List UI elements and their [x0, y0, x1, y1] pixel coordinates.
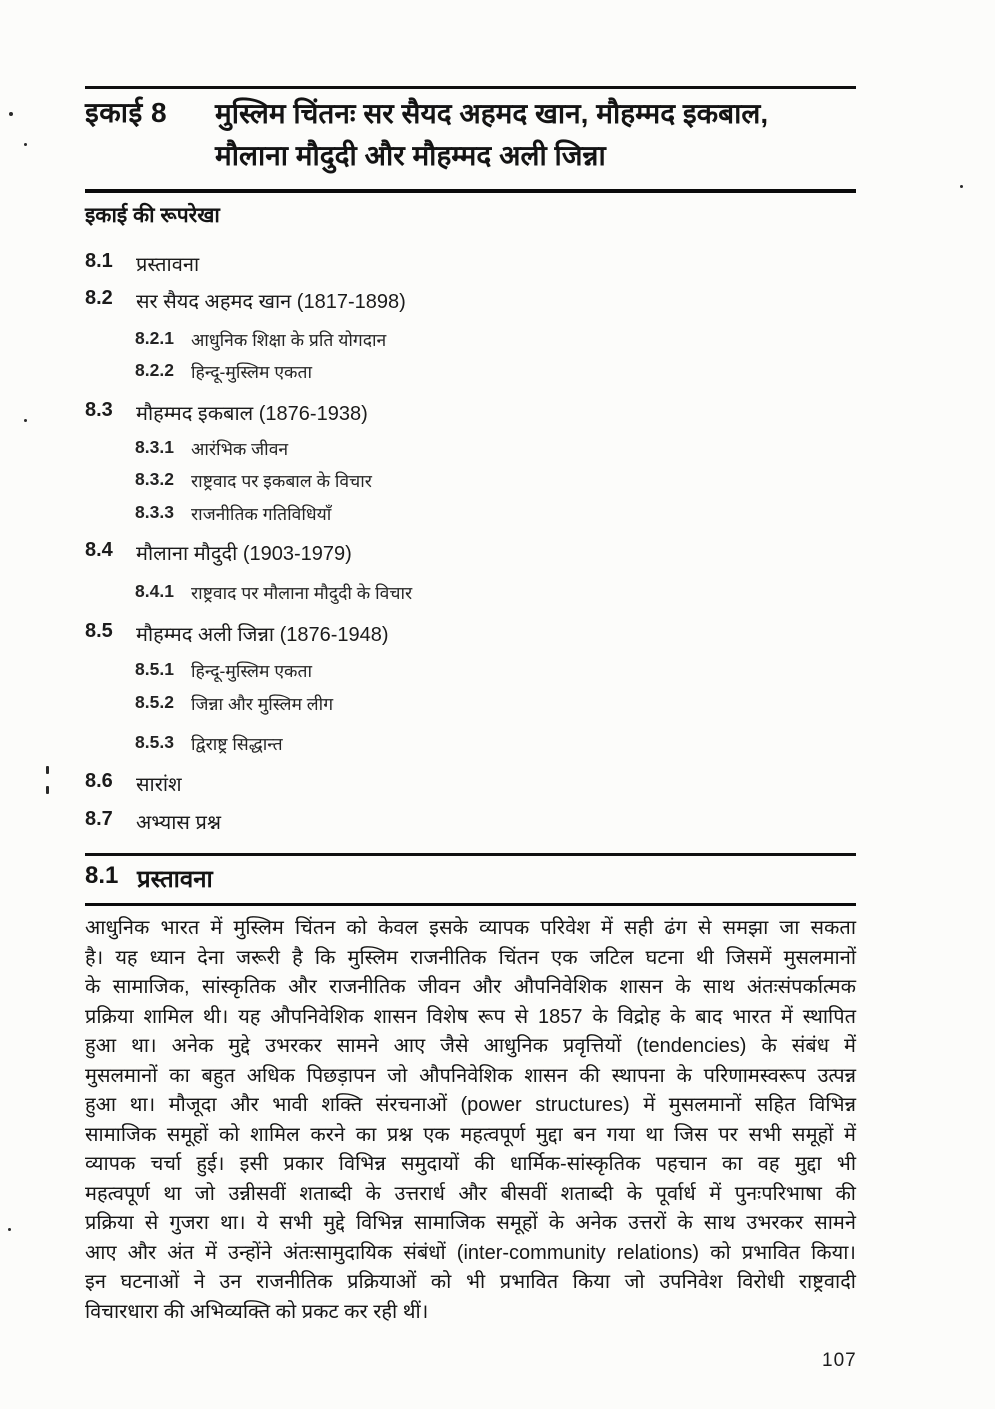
outline-item-8-3-2: [135, 469, 372, 493]
outline-item-label: हिन्दू-मुस्लिम एकता: [191, 362, 312, 382]
scan-speckle: [46, 786, 49, 794]
outline-item-number: 8.3: [85, 399, 113, 421]
paragraph-line: आए और अंत में उन्होंने अंतःसामुदायिक संबंधों (inter-community relations) को प्रभावित किया।: [85, 1241, 856, 1264]
outline-item-label: जिन्ना और मुस्लिम लीग: [191, 694, 334, 714]
outline-item-8-5: [85, 620, 389, 647]
outline-item-number: 8.1: [85, 250, 113, 272]
section-number: 8.1: [85, 862, 119, 889]
page-number: 107: [822, 1350, 857, 1371]
paragraph-line: हुआ था। मौजूदा और भावी शक्ति संरचनाओं (power structures) में मुसलमानों सहित विभिन्न: [85, 1094, 856, 1116]
outline-item-8-2: [85, 287, 406, 314]
outline-item-label: मौहम्मद इकबाल (1876-1938): [136, 403, 368, 425]
outline-item-label: सारांश: [136, 774, 182, 796]
paragraph-line: प्रक्रिया शामिल थी। यह औपनिवेशिक शासन विशेष रूप से 1857 के विद्रोह के बाद भारत में स्थापित: [85, 1005, 856, 1028]
outline-item-number: 8.7: [85, 808, 113, 830]
scan-speckle: [46, 766, 49, 774]
section-heading-8-1: [85, 853, 856, 906]
outline-heading: इकाई की रूपरेखा: [85, 204, 220, 227]
outline-item-label: अभ्यास प्रश्न: [136, 812, 221, 834]
paragraph-line: मुसलमानों का बहुत अधिक पिछड़ापन जो औपनिवेशिक शासन की स्थापना के परिणामस्वरूप उत्पन्न: [85, 1064, 856, 1087]
outline-item-number: 8.2: [85, 287, 113, 309]
outline-item-label: आरंभिक जीवन: [191, 439, 289, 459]
outline-item-label: द्विराष्ट्र सिद्धान्त: [191, 734, 283, 754]
outline-item-8-4-1: [135, 581, 412, 605]
outline-item-8-5-3: [135, 732, 283, 756]
scan-speckle: [8, 1228, 11, 1231]
outline-item-8-3-1: [135, 437, 288, 461]
outline-item-number: 8.6: [85, 770, 113, 792]
section-title: प्रस्तावना: [137, 866, 213, 893]
outline-item-8-1: [85, 250, 199, 277]
paragraph-line: इन घटनाओं ने उन राजनीतिक प्रक्रियाओं को भी प्रभावित किया जो उपनिवेश विरोधी राष्ट्रवादी: [85, 1271, 856, 1293]
outline-item-number: 8.3.1: [135, 437, 174, 457]
outline-item-label: सर सैयद अहमद खान (1817-1898): [136, 291, 406, 313]
unit-title-line-2: मौलाना मौदुदी और मौहम्मद अली जिन्ना: [215, 140, 606, 171]
paragraph-line: के सामाजिक, सांस्कृतिक और राजनीतिक जीवन और औपनिवेशिक शासन के साथ अंतःसंपर्कात्मक: [85, 976, 856, 998]
outline-item-number: 8.2.2: [135, 360, 174, 380]
unit-title: [215, 93, 856, 177]
outline-item-8-4: [85, 539, 352, 566]
outline-item-number: 8.4.1: [135, 581, 174, 601]
paragraph-line: है। यह ध्यान देना जरूरी है कि मुस्लिम राजनीतिक चिंतन एक जटिल घटना थी जिसमें मुसलमानों: [85, 946, 856, 969]
scan-speckle: [960, 185, 963, 188]
outline-item-number: 8.5.3: [135, 732, 174, 752]
outline-item-label: हिन्दू-मुस्लिम एकता: [191, 661, 312, 681]
outline-item-8-6: [85, 770, 182, 797]
outline-item-label: मौहम्मद अली जिन्ना (1876-1948): [136, 624, 389, 646]
outline-item-number: 8.5.1: [135, 659, 174, 679]
outline-item-8-3: [85, 399, 368, 426]
paragraph-line: हुआ था। अनेक मुद्दे उभरकर सामने आए जैसे आधुनिक प्रवृत्तियों (tendencies) के संबंध में: [85, 1035, 856, 1057]
outline-item-label: राजनीतिक गतिविधियाँ: [191, 504, 332, 524]
paragraph-line: आधुनिक भारत में मुस्लिम चिंतन को केवल इसके व्यापक परिवेश में सही ढंग से समझा जा सकता: [85, 917, 856, 939]
paragraph-line: व्यापक चर्चा हुई। इसी प्रकार विभिन्न समुदायों की धार्मिक-सांस्कृतिक पहचान का वह मुद्दा भी: [85, 1153, 856, 1175]
unit-title-line-1: मुस्लिम चिंतनः सर सैयद अहमद खान, मौहम्मद इकबाल,: [215, 98, 769, 129]
outline-item-number: 8.2.1: [135, 328, 174, 348]
paragraph-line: सामाजिक समूहों को शामिल करने का प्रश्न एक महत्वपूर्ण मुद्दा बन गया था जिस पर सभी समूहों में: [85, 1123, 856, 1146]
outline-item-label: राष्ट्रवाद पर इकबाल के विचार: [191, 471, 372, 491]
outline-item-8-2-1: [135, 328, 386, 352]
outline-item-label: राष्ट्रवाद पर मौलाना मौदुदी के विचार: [191, 583, 413, 603]
outline-item-8-3-3: [135, 502, 331, 526]
outline-item-8-7: [85, 808, 221, 835]
outline-item-number: 8.3.3: [135, 502, 174, 522]
paragraph-line: प्रक्रिया से गुजरा था। ये सभी मुद्दे विभिन्न सामाजिक समूहों के अनेक उत्तरों के साथ उभरकर सामने: [85, 1212, 856, 1234]
paragraph-line: विचारधारा की अभिव्यक्ति को प्रकट कर रही थीं।: [85, 1300, 429, 1323]
paragraph-line: महत्वपूर्ण था जो उन्नीसवीं शताब्दी के उत्तरार्ध और बीसवीं शताब्दी के पूर्वार्ध में पुनःपरिभाषा की: [85, 1182, 856, 1205]
scan-speckle: [9, 112, 13, 116]
outline-item-label: प्रस्तावना: [136, 254, 200, 276]
outline-item-number: 8.3.2: [135, 469, 174, 489]
unit-title-block: [85, 86, 856, 193]
outline-item-8-2-2: [135, 360, 312, 384]
scan-speckle: [24, 419, 27, 422]
outline-item-label: आधुनिक शिक्षा के प्रति योगदान: [191, 330, 387, 350]
outline-item-number: 8.5.2: [135, 692, 174, 712]
outline-item-number: 8.4: [85, 539, 113, 561]
unit-number-label: इकाई 8: [85, 97, 168, 128]
intro-paragraph: [85, 914, 856, 1327]
outline-item-label: मौलाना मौदुदी (1903-1979): [136, 543, 352, 565]
outline-item-8-5-2: [135, 692, 333, 716]
outline-item-number: 8.5: [85, 620, 113, 642]
scan-speckle: [24, 143, 27, 146]
outline-item-8-5-1: [135, 659, 312, 683]
